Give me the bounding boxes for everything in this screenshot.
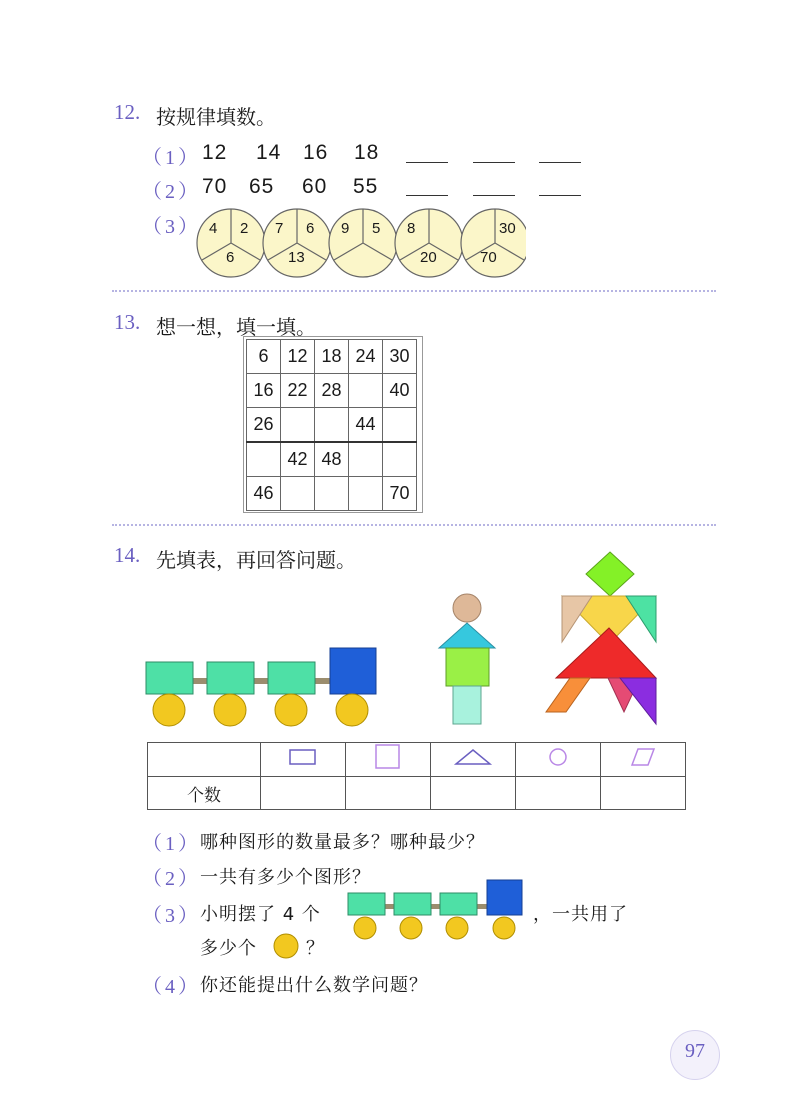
answer-blank[interactable] [539,195,581,196]
q13-title: 想一想，填一填。 [156,315,316,339]
section-divider [112,290,716,292]
count-input-cell[interactable] [516,777,601,810]
answer-blank[interactable] [406,195,448,196]
answer-blank[interactable] [539,162,581,163]
pie-value-left: 9 [341,220,350,237]
q12-row1-value: 12 [202,141,228,164]
grid-cell: 26 [247,408,281,443]
grid-row [247,442,417,477]
grid-cell-blank[interactable] [281,477,315,511]
grid-cell-blank[interactable] [383,408,417,443]
table-corner-cell [148,743,261,777]
train-figure [140,640,385,730]
pie-value-left: 8 [407,220,416,237]
q12-row1-value: 14 [256,141,282,164]
header-rectangle [261,743,346,777]
grid-cell: 16 [247,374,281,408]
pie-value-bottom: 20 [420,249,437,266]
figure-person [436,592,500,726]
grid-cell: 18 [315,340,349,374]
grid-row [247,340,417,374]
header-circle [516,743,601,777]
wheel-icon [272,932,300,960]
grid-cell-blank[interactable] [383,442,417,477]
square-shape-icon [373,743,403,771]
q12-row1-value: 18 [354,141,380,164]
tangram-figure [540,548,660,726]
q12-row1-label: （1） [142,147,201,169]
answer-blank[interactable] [473,162,515,163]
pie-value-right: 5 [372,220,381,237]
grid-cell: 30 [383,340,417,374]
row-label: 个数 [148,777,261,810]
triangle-shape-icon [453,747,493,767]
answer-blank[interactable] [406,162,448,163]
count-input-cell[interactable] [346,777,431,810]
page-number: 97 [685,1040,705,1062]
table-header-row [148,743,686,777]
q14-sub2-text: 一共有多少个图形？ [200,867,371,888]
q12-row2-label: （2） [142,181,201,203]
header-square [346,743,431,777]
q12-row1-value: 16 [303,141,329,164]
q12-row2-value: 55 [353,175,379,198]
grid-cell-blank[interactable] [349,374,383,408]
q12-row3-label: （3） [142,216,201,238]
section-divider [112,524,716,526]
grid-cell: 46 [247,477,281,511]
q14-sub3-line2-before: 多少个 [200,938,257,959]
grid-cell-blank[interactable] [349,477,383,511]
grid-cell: 42 [281,442,315,477]
shape-count-table [147,742,686,810]
grid-cell: 22 [281,374,315,408]
q14-sub3-text-after: ，一共用了 [533,904,628,925]
q14-sub2-label: （2） [142,868,201,890]
grid-cell-blank[interactable] [281,408,315,443]
grid-cell: 70 [383,477,417,511]
pie-value-bottom: 13 [288,249,305,266]
q14-sub3-text-before: 小明摆了 4 个 [200,904,321,925]
q14-title: 先填表，再回答问题。 [156,548,356,572]
q12-number: 12. [114,100,141,124]
q14-sub1-label: （1） [142,833,201,855]
grid-cell: 48 [315,442,349,477]
pie-value-left: 4 [209,220,218,237]
rectangle-shape-icon [288,748,318,766]
number-grid [246,339,417,511]
grid-cell: 28 [315,374,349,408]
q12-row2-value: 65 [249,175,275,198]
count-input-cell[interactable] [261,777,346,810]
pie-value-right: 30 [499,220,516,237]
q14-sub1-text: 哪种图形的数量最多？哪种最少？ [200,832,485,853]
grid-row [247,408,417,443]
grid-cell-blank[interactable] [247,442,281,477]
count-input-cell[interactable] [601,777,686,810]
grid-cell: 24 [349,340,383,374]
q14-sub4-label: （4） [142,976,201,998]
grid-cell: 6 [247,340,281,374]
q14-number: 14. [114,543,141,567]
header-parallelogram [601,743,686,777]
answer-blank[interactable] [473,195,515,196]
circle-shape-icon [547,746,569,768]
mini-train-icon [344,878,529,942]
q14-sub4-text: 你还能提出什么数学问题？ [200,975,428,996]
pie-value-right: 6 [306,220,315,237]
q13-number: 13. [114,310,141,334]
pie-value-left: 7 [275,220,284,237]
pie-value-bottom: 6 [226,249,235,266]
q14-sub3-line2-after: ？ [306,938,325,959]
q12-row2-value: 60 [302,175,328,198]
grid-cell: 40 [383,374,417,408]
grid-row [247,477,417,511]
grid-cell: 44 [349,408,383,443]
pie-value-bottom: 70 [480,249,497,266]
table-row [148,777,686,810]
q12-title: 按规律填数。 [156,105,276,129]
count-input-cell[interactable] [431,777,516,810]
header-triangle [431,743,516,777]
grid-cell-blank[interactable] [315,408,349,443]
pie-value-right: 2 [240,220,249,237]
grid-cell-blank[interactable] [315,477,349,511]
grid-cell-blank[interactable] [349,442,383,477]
parallelogram-shape-icon [629,746,657,768]
q14-sub3-label: （3） [142,905,201,927]
grid-row [247,374,417,408]
q12-row2-value: 70 [202,175,228,198]
grid-cell: 12 [281,340,315,374]
